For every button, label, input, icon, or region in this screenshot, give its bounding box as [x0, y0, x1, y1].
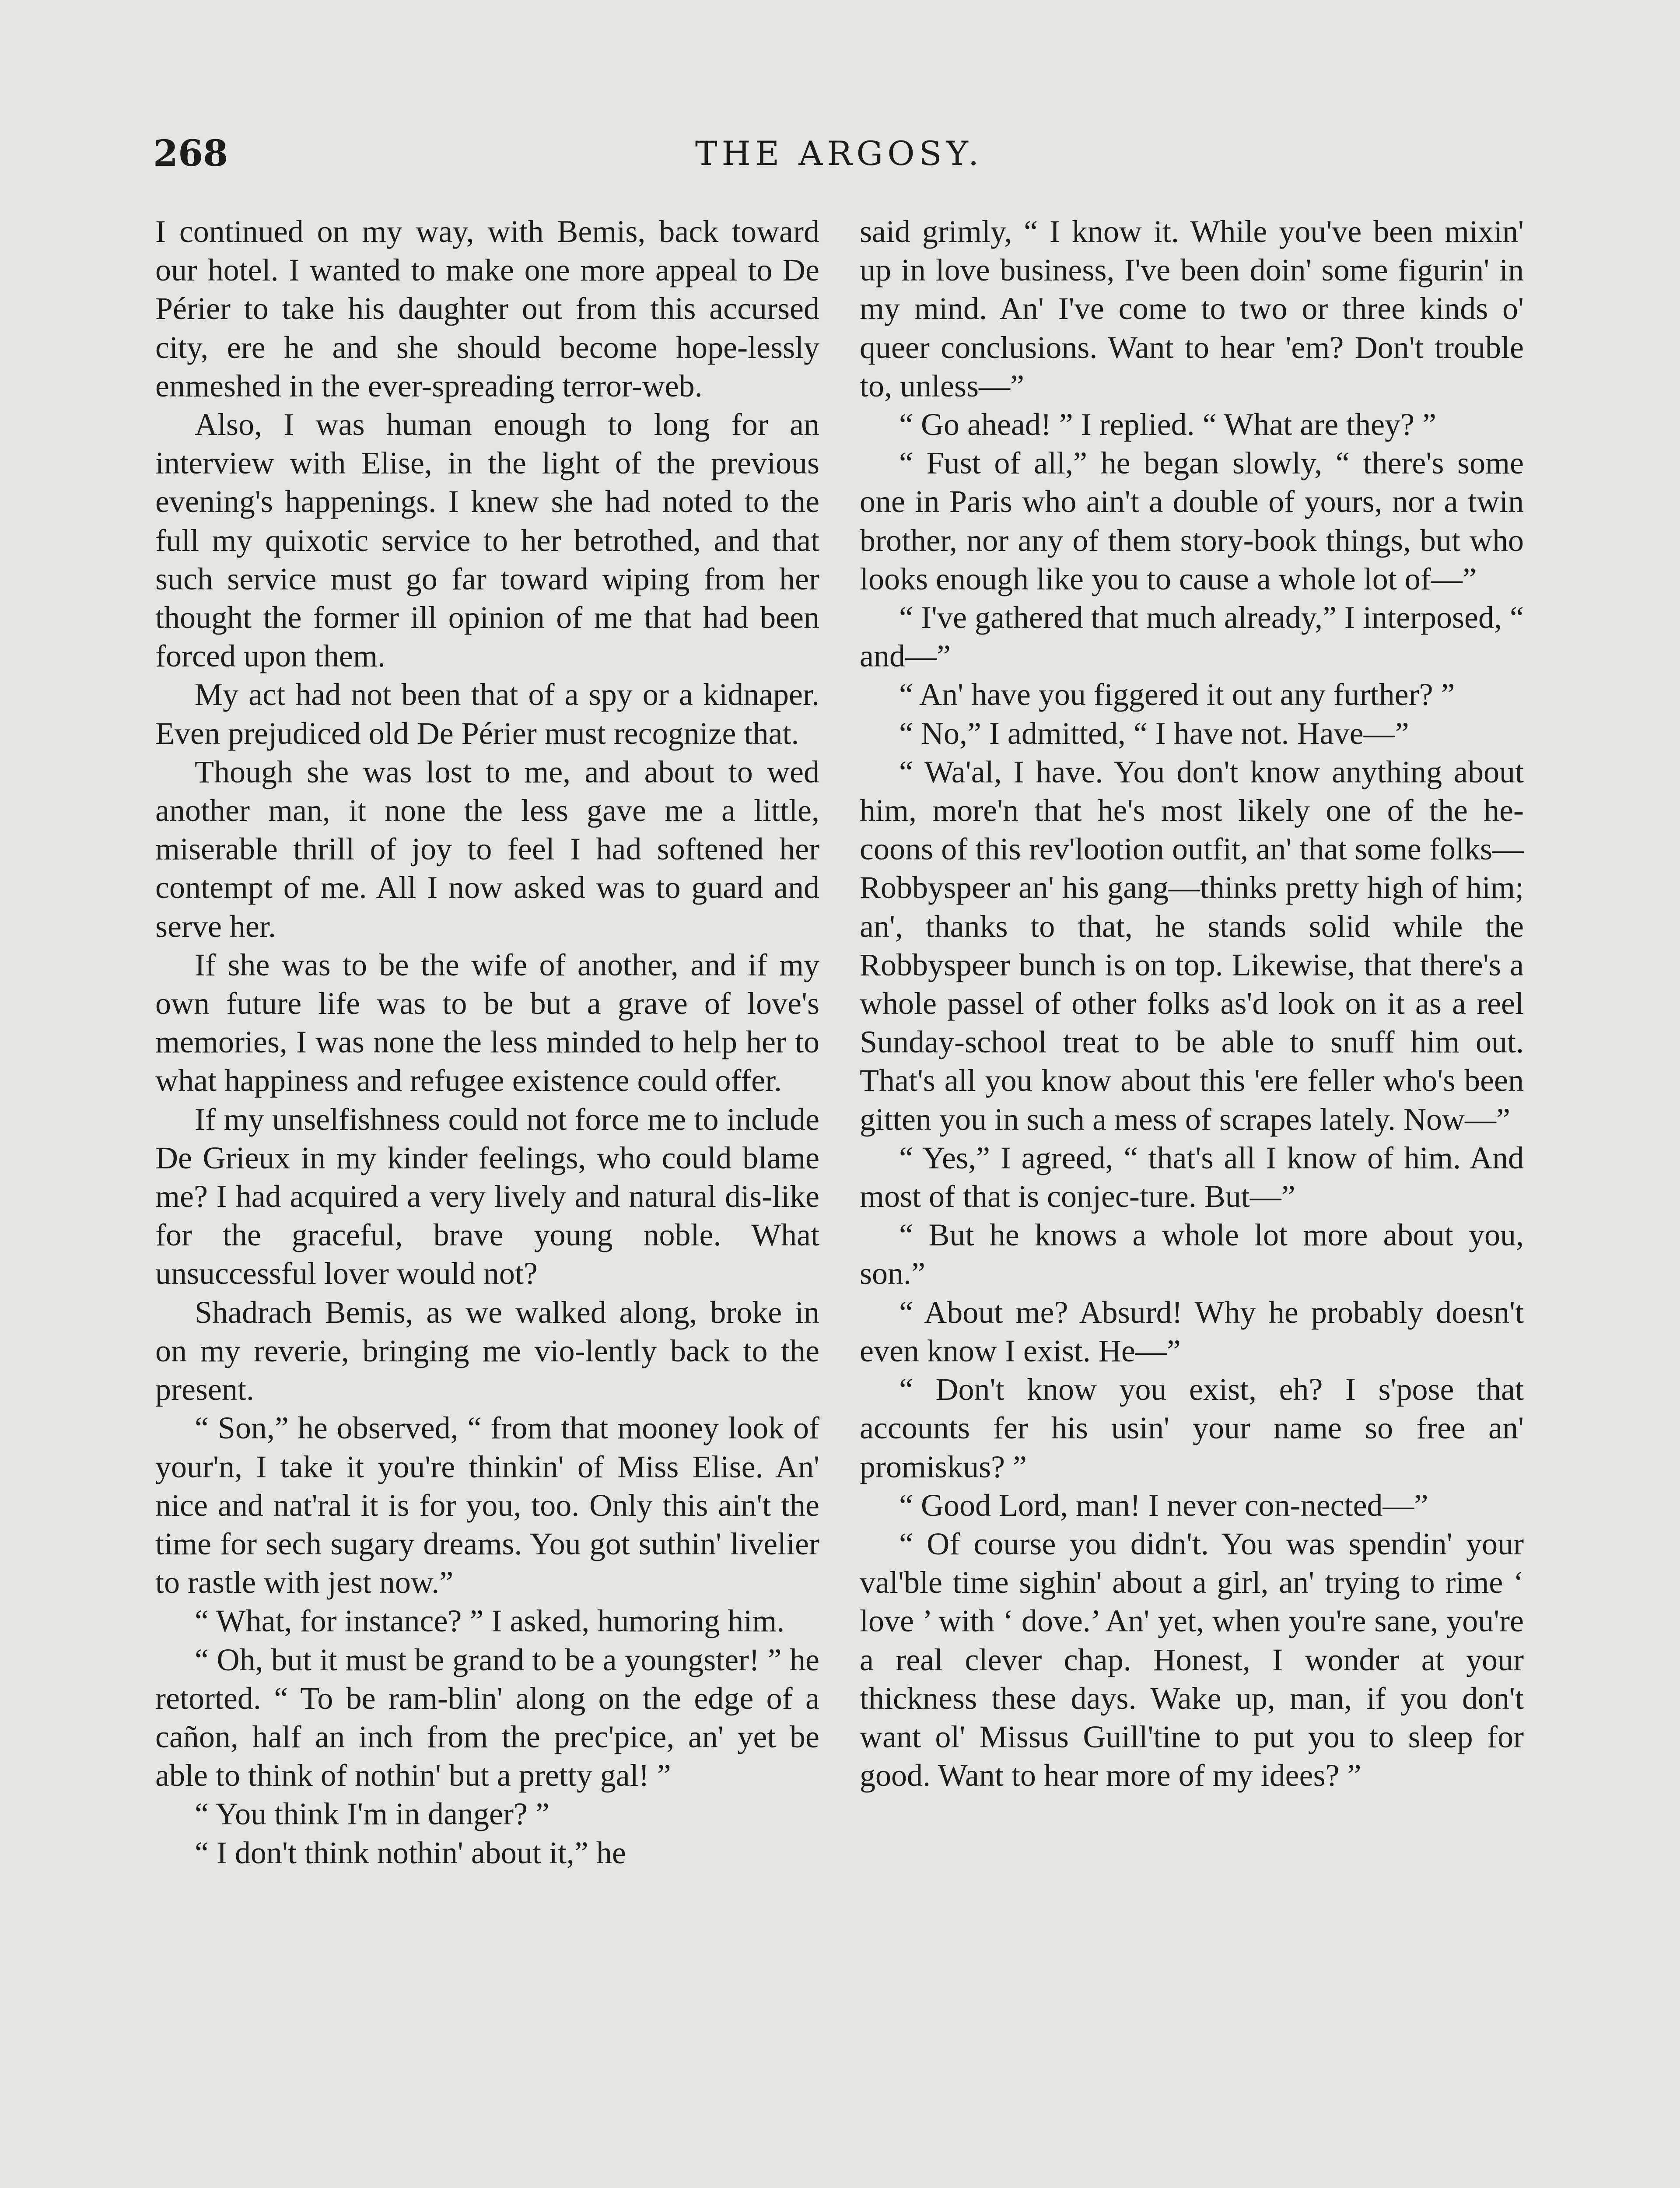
running-head	[153, 130, 1525, 178]
right-column	[860, 212, 1524, 1795]
paragraph: “ Of course you didn't. You was spendin' your val'ble time sighin' about a girl, an' trying to rime ‘ love ’ with ‘ dove.’ An' yet, when you're sane, you're a real clever chap. Honest, I wonder at your thickness these days. Wake up, man, if you don't want ol' Missus Guill'tine to put you to sleep for good. Want to hear more of my idees? ”	[860, 1526, 1524, 1793]
paragraph: Also, I was human enough to long for an interview with Elise, in the light of the previous evening's happenings. I knew she had noted to the full my quixotic service to her betrothed, and that such service must go far toward wiping from her thought the former ill opinion of me that had been forced upon them.	[155, 407, 819, 674]
paragraph: “ I don't think nothin' about it,” he	[195, 1835, 626, 1870]
paragraph: If she was to be the wife of another, and if my own future life was to be but a grave of love's memories, I was none the less minded to help her to what happiness and refugee existence could offer.	[155, 947, 819, 1098]
paragraph: My act had not been that of a spy or a kidnaper. Even prejudiced old De Périer must recognize that.	[155, 677, 819, 751]
page-number: 268	[153, 133, 228, 175]
paragraph: “ Son,” he observed, “ from that mooney look of your'n, I take it you're thinkin' of Miss Elise. An' nice and nat'ral it is for you, too. Only this ain't the time for sech sugary dreams. You got suthin' livelier to rastle with jest now.”	[155, 1410, 819, 1600]
paragraph: “ But he knows a whole lot more about you, son.”	[860, 1217, 1524, 1291]
paragraph: “ About me? Absurd! Why he probably doesn't even know I exist. He—”	[860, 1294, 1524, 1368]
paragraph: “ Good Lord, man! I never con-nected—”	[899, 1487, 1428, 1523]
magazine-title: THE ARGOSY.	[695, 134, 984, 173]
paragraph: “ An' have you figgered it out any further? ”	[899, 677, 1455, 712]
paragraph: “ You think I'm in danger? ”	[195, 1796, 550, 1832]
left-column	[155, 212, 819, 1872]
paragraph: “ Don't know you exist, eh? I s'pose that accounts fer his usin' your name so free an' promiskus? ”	[860, 1372, 1524, 1484]
paragraph: “ What, for instance? ” I asked, humoring him.	[195, 1603, 785, 1639]
paragraph: “ Yes,” I agreed, “ that's all I know of him. And most of that is conjec-ture. But—”	[860, 1140, 1524, 1214]
paragraph: “ No,” I admitted, “ I have not. Have—”	[899, 715, 1409, 751]
paragraph: “ Go ahead! ” I replied. “ What are they? ”	[899, 407, 1436, 442]
paragraph: “ Fust of all,” he began slowly, “ there's some one in Paris who ain't a double of yours, nor a twin brother, nor any of them story-book things, but who looks enough like you to cause a whole lot of—”	[860, 445, 1524, 596]
paragraph: “ Oh, but it must be grand to be a youngster! ” he retorted. “ To be ram-blin' along on the edge of a cañon, half an inch from the prec'pice, an' yet be able to think of nothin' but a pretty gal! ”	[155, 1642, 819, 1793]
paragraph: Shadrach Bemis, as we walked along, broke in on my reverie, bringing me vio-lently back to the present.	[155, 1294, 819, 1407]
paragraph: “ I've gathered that much already,” I interposed, “ and—”	[860, 600, 1524, 674]
paragraph: said grimly, “ I know it. While you've been mixin' up in love business, I've been doin' some figurin' in my mind. An' I've come to two or three kinds o' queer conclusions. Want to hear 'em? Don't trouble to, unless—”	[860, 214, 1524, 403]
paragraph: I continued on my way, with Bemis, back toward our hotel. I wanted to make one more appeal to De Périer to take his daughter out from this accursed city, ere he and she should become hope-lessly enmeshed in the ever-spreading terror-web.	[155, 214, 819, 403]
paragraph: Though she was lost to me, and about to wed another man, it none the less gave me a little, miserable thrill of joy to feel I had softened her contempt of me. All I now asked was to guard and serve her.	[155, 754, 819, 944]
paragraph: If my unselfishness could not force me to include De Grieux in my kinder feelings, who could blame me? I had acquired a very lively and natural dis-like for the graceful, brave young noble. What unsuccessful lover would not?	[155, 1101, 819, 1291]
paragraph: “ Wa'al, I have. You don't know anything about him, more'n that he's most likely one of the he-coons of this rev'lootion outfit, an' that some folks— Robbyspeer an' his gang—thinks pretty high of him; an', thanks to that, he stands solid while the Robbyspeer bunch is on top. Likewise, that there's a whole passel of other folks as'd look on it as a reel Sunday-school treat to be able to snuff him out. That's all you know about this 'ere feller who's been gitten you in such a mess of scrapes lately. Now—”	[860, 754, 1524, 1137]
